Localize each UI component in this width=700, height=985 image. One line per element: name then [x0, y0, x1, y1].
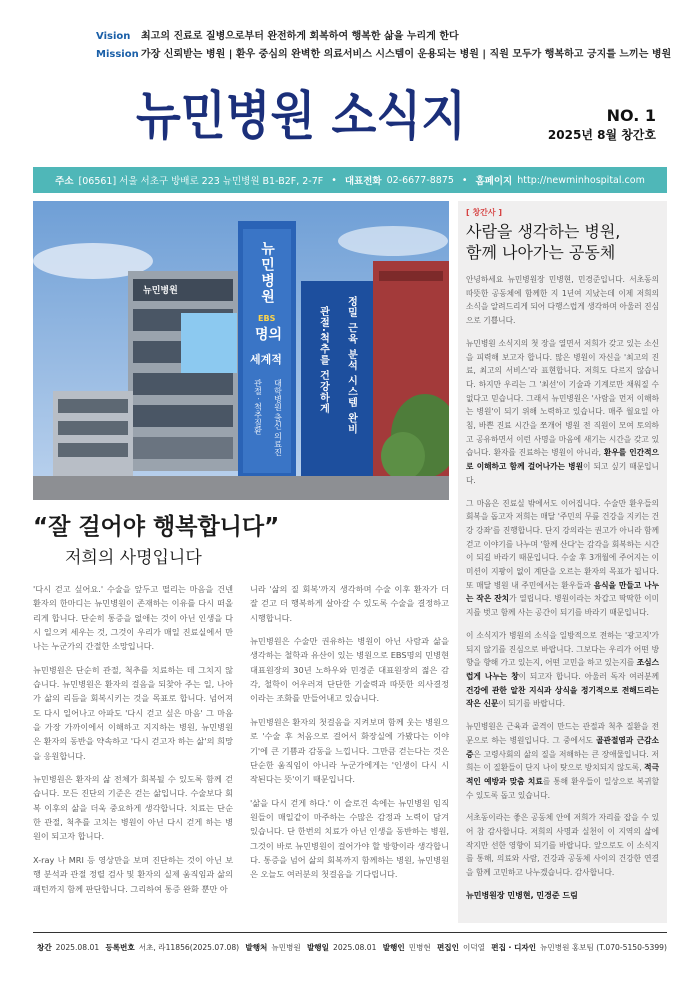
text-span: 뉴민병원 소식지의 첫 장을 열면서 저희가 갖고 있는 소신을 피력해 보고자 합니다. 많은 병원이 자신을 '최고의 진료, 최고의 서비스'라 표현합니다. 저희도 다르지 않습니다. 하지만 우리는 그 '최선'이 기술과 기계로만 채워질 수 없다고 믿습니다. 그래서 뉴민병원은 '사람을 먼저 이해하는 병원'이 되기 위해 노력하고 있습니다. 매주 월요일 아침, 바쁜 진료 시간을 쪼개어 병원 전 직원이 모여 토의하고 공유하면서 이런 사명을 마음에 새기는 시간을 갖고 있습니다. 환자를 진료하는 병원이 아니라,: [466, 338, 659, 458]
text-span: 뉴민병원은 근육과 골격이 만드는 관절과 척추 질환을 전문으로 하는 병원입니다. 그 중에서도: [466, 722, 659, 745]
hero-banner-top: 뉴민병원: [143, 286, 178, 296]
sidebar-paragraph: [466, 629, 659, 711]
footer-value: 2025.08.01: [55, 943, 100, 952]
text-span: 이 되고 싶기 때문입니다.: [466, 462, 659, 485]
sidebar-paragraph: [466, 337, 659, 488]
separator: •: [331, 174, 337, 186]
footer-label: 발행인: [382, 943, 405, 952]
footer-design: [491, 942, 667, 953]
sidebar-title: [466, 221, 659, 263]
footer-label: 발행처: [245, 943, 268, 952]
article-paragraph: 니라 '삶의 질 회복'까지 생각하며 수술 이후 환자가 더 잘 걷고 더 행복하게 살아갈 수 있도록 수술을 결정하고 시행합니다.: [250, 584, 449, 623]
inaugural-address-panel: [458, 201, 667, 923]
hero-sign-program-2: 관절 · 척추질환: [253, 379, 263, 435]
vision-mission-block: [96, 28, 676, 64]
footer-label: 편집 · 디자인: [491, 943, 537, 952]
issue-number: NO. 1: [606, 106, 656, 125]
article-paragraph: 뉴민병원은 환자의 첫걸음을 지켜보며 함께 웃는 병원으로 '수술 후 처음으로 걸어서 화장실에 가봤다는 이야기'에 큰 기쁨과 감동을 느낍니다. 그만큼 걷는다는 것은 단순한 움직임이 아니라 누군가에게는 '인생이 다시 시작된다는 뜻'이기 때문입니다.: [250, 716, 449, 785]
article-paragraph: 뉴민병원은 수술만 권유하는 병원이 아닌 사람과 삶을 생각하는 철학과 유산이 있는 병원으로 EBS명의 민병현 대표원장의 30년 노하우와 민경준 대표원장의 젊은 감각, 철학이 어우러져 단단한 기술력과 따뜻한 의사결정이라는 조화를 만들어내고 있습니다.: [250, 636, 449, 704]
emphasis-text: 적극적인 예방과 맞춤 치료: [466, 763, 659, 786]
headline-sub: 저희의 사명입니다: [65, 548, 202, 568]
article-paragraph: '삶을 다시 걷게 하다.' 이 슬로건 속에는 뉴민병원 임직원들이 매일같이 마주하는 수많은 감정과 노력이 담겨 있습니다. 단 한번의 치료가 아닌 인생을 동반하는 병원, 그것이 바로 뉴민병원이 걸어가야 할 방향이라 생각합니다. 통증을 넘어 삶의 회복까지 함께하는 병원, 뉴민병원은 오늘도 여러분의 첫걸음을 기다립니다.: [250, 797, 449, 880]
hero-banner-sub: 관절·척추를 건강하게: [317, 306, 329, 415]
contact-bar: [33, 167, 667, 193]
mission-row: [96, 46, 676, 64]
footer-value: 뉴민병원 홍보팀 (T.070-5150-5399): [540, 943, 667, 952]
footer-divider: [33, 932, 667, 933]
sidebar-title-line-1: 사람을 생각하는 병원,: [466, 222, 621, 241]
separator: •: [461, 174, 468, 186]
hero-sign-myeongui: 명의: [255, 327, 283, 343]
hero-sign-ebs: EBS: [258, 314, 276, 323]
footer-label: 창간: [37, 943, 52, 952]
article-column-1: [33, 582, 233, 905]
article-paragraph: '다시 걷고 싶어요.' 수술을 앞두고 떨리는 마음을 건넨 환자의 한마디는 뉴민병원이 존재하는 이유를 다시 떠올리게 합니다. 단순히 통증을 없애는 것이 아닌 인생을 다시 일으켜 세우는 것, 그것이 우리가 매일 진료실에서 만나는 누군가의 간절한 소망입니다.: [33, 584, 233, 652]
footer-issuer: [383, 942, 431, 953]
hero-sign-world: 세계적: [250, 353, 282, 366]
hospital-building-photo: [33, 201, 449, 500]
text-span: 이 소식지가 병원의 소식을 일방적으로 전하는 '광고지'가 되지 않기를 진심으로 바랍니다. 그보다는 우리가 어떤 방향을 향해 가고 있는지, 어떤 고민을 하고 있는지를: [466, 630, 659, 668]
text-span: 이 되고자 합니다. 아울러 독자 여러분께: [518, 671, 659, 681]
vision-row: [96, 28, 676, 46]
sidebar-paragraph: 서초동이라는 좋은 공동체 안에 저희가 자리를 잡을 수 있어 참 감사합니다. 저희의 사명과 실천이 이 지역의 삶에 작지만 선한 영향이 되기를 바랍니다. 앞으로도 이 소식지를 통해, 의료와 사람, 건강과 공동체 사이의 건강한 연결을 함께 고민하고 나누겠습니다. 감사합니다.: [466, 813, 659, 878]
text-span: 이 되기를 바랍니다.: [498, 699, 566, 709]
footer-registration: [105, 942, 239, 953]
website-link[interactable]: http://newminhospital.com: [517, 174, 645, 186]
footer-label: 편집인: [436, 943, 459, 952]
emphasis-text: 골관절염과 근감소증: [466, 735, 659, 759]
footer-value: 서초, 라11856(2025.07.08): [138, 943, 240, 952]
footer-value: 뉴민병원: [271, 943, 301, 952]
hero-banner-main: 정밀 근육 분석 시스템 완비: [345, 296, 357, 435]
building-illustration: [33, 201, 449, 500]
article-paragraph: 뉴민병원은 단순히 관절, 척추를 치료하는 데 그치지 않습니다. 뉴민병원은 환자의 걸음을 되찾아 주는 일, 나아가 삶의 리듬을 회복시키는 것을 목표로 합니다. 넘어져도 다시 일어나고 아파도 '다시 걷고 싶은 마음' 그 마음을 가장 가까이에서 이해하고 지지하는 병원, 뉴민병원은 환자의 동반을 약속하고 '다시 걷고자 하는 삶'의 희망을 응원합니다.: [33, 664, 233, 761]
web-label: 홈페이지: [475, 176, 513, 187]
footer-publisher: [245, 942, 300, 953]
phone-label: 대표전화: [344, 176, 382, 187]
hero-sign-vertical: 뉴민병원: [259, 241, 275, 305]
address: [06561] 서울 서초구 방배로 223 뉴민병원 B1-B2F, 2-7F: [78, 176, 324, 187]
article-paragraph: 뉴민병원은 환자의 삶 전체가 회복될 수 있도록 함께 걷습니다. 모든 진단의 기준은 걷는 삶입니다. 수술보다 회복 이후의 삶을 더욱 중요하게 생각합니다. 치료는 단순한 관절, 척추를 고치는 병원이 아닌 다시 걷게 하는 병원이 되고자 합니다.: [33, 774, 233, 842]
article-column-2: [250, 582, 449, 891]
colophon-footer: [37, 942, 667, 953]
hero-sign-program: 대학병원 출신 의료진: [273, 379, 283, 457]
emphasis-text: 조심스럽게 나누는 창: [466, 658, 659, 681]
phone: 02-6677-8875: [386, 174, 454, 186]
emphasis-text: 환우를 인간적으로 이해하고 함께 걸어나가는 병원: [466, 448, 659, 472]
masthead-title: [132, 78, 472, 148]
footer-value: 2025.08.01: [332, 943, 377, 952]
sidebar-body: [466, 273, 659, 903]
sidebar-paragraph: 안녕하세요 뉴민병원장 민병현, 민경준입니다. 서초동의 따뜻한 공동체에 함께한 지 1년여 지났는데 이제 저희의 소식을 알려드리게 되어 다행스럽게 생각하며 아울러 진심으로 기쁩니다.: [466, 275, 659, 326]
headline-main: “잘 걸어야 행복합니다”: [33, 514, 280, 540]
sidebar-tag: [ 창간사 ]: [466, 208, 503, 217]
text-span: 그 마음은 진료실 밖에서도 이어집니다. 수술만 환우들의 회복을 돕고자 저희는 매달 '주민의 무릎 건강을 지키는 건강 강좌'를 진행합니다. 단지 강의라는 권고가 아니라 함께 걷고 이야기를 나누며 '함께 산다'는 감각을 회복하는 시간이 되길 바라기 때문입니다. 수술 후 3개월에 주어지는 이 미션이 지팡이 없이 계단을 오르는 환자의 목표가 됩니다. 또 매달 병원 내 주민에서는 환우들과: [466, 498, 659, 590]
footer-pubdate: [307, 942, 377, 953]
footer-editor: [437, 942, 485, 953]
sidebar-paragraph: [466, 720, 659, 802]
issue-date: 2025년 8월 창간호: [547, 128, 656, 142]
masthead-title-text: 뉴민병원 소식지: [136, 87, 466, 147]
article-paragraph: X-ray 나 MRI 등 영상만을 보며 진단하는 것이 아닌 보행 분석과 관절 정렬 검사 및 환자의 실제 움직임과 삶의 패턴까지 함께 판단합니다. 그리하여 통증 완화 뿐만 아: [33, 854, 233, 894]
issue-info: [548, 106, 656, 144]
article-headline: [33, 512, 449, 571]
sidebar-paragraph: [466, 497, 659, 620]
address-label: 주소: [55, 176, 74, 187]
text-span: 를 통해 환우들이 일상으로 복귀할 수 있도록 돕고 있습니다.: [466, 776, 659, 800]
signature: 뉴민병원장 민병현, 민경준 드림: [466, 890, 578, 900]
text-span: 가 열립니다. 병원이라는 차갑고 딱딱한 이미지를 벗고 함께 사는 공간이 되기를 바라기 때문입니다.: [466, 594, 659, 618]
emphasis-text: 음식을 만들고 나누는 작은 잔치: [466, 580, 659, 604]
sidebar-title-line-2: 함께 나아가는 공동체: [466, 243, 616, 262]
footer-value: 민병현: [408, 943, 431, 952]
vision-label: Vision: [96, 31, 131, 42]
footer-label: 발행일: [306, 943, 329, 952]
mission-label: Mission: [96, 49, 139, 60]
mission-text: 가장 신뢰받는 병원 | 환우 중심의 완벽한 의료서비스 시스템이 운용되는 병원 | 직원 모두가 행복하고 긍지를 느끼는 병원: [141, 49, 672, 60]
footer-label: 등록번호: [105, 943, 135, 952]
text-span: 은 고령사회의 삶의 질을 저해하는 큰 장애물입니다. 저희는 이 질환들이 단지 나이 탓으로 방치되지 않도록,: [466, 749, 659, 773]
emphasis-text: 건강에 관한 알찬 지식과 상식을 정기적으로 전해드리는 작은 신문: [466, 685, 659, 709]
footer-value: 이덕열: [462, 943, 485, 952]
vision-text: 최고의 진료로 질병으로부터 완전하게 회복하여 행복한 삶을 누리게 한다: [141, 31, 459, 42]
footer-founded: [37, 942, 99, 953]
